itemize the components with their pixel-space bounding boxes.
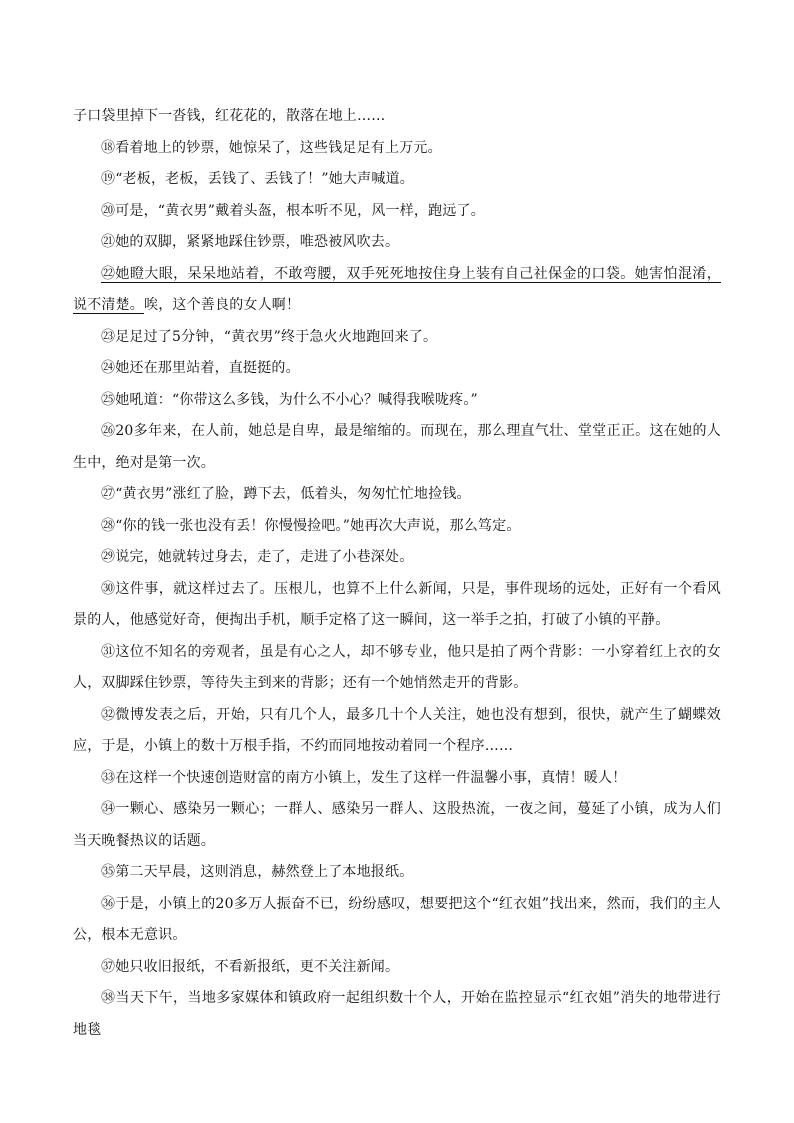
paragraph-continuation: 子口袋里掉下一沓钱，红花花的，散落在地上…… <box>73 108 386 124</box>
paragraph-37: ㊲她只收旧报纸，不看新报纸，更不关注新闻。 <box>101 958 400 975</box>
paragraph-22 <box>73 259 721 322</box>
paragraph-35: ㉟第二天早晨，这则消息，赫然登上了本地报纸。 <box>101 864 414 880</box>
paragraph-25: ㉕她吼道：“你带这么多钱，为什么不小心？喊得我喉咙疼。” <box>101 391 478 408</box>
paragraph-31: ㉛这位不知名的旁观者，虽是有心之人，却不够专业，他只是拍了两个背影：一小穿着红上衣的女人，双脚踩住钞票，等待失主到来的背影；还有一个她悄然走开的背影。 <box>73 643 721 691</box>
underlined-sentence: ㉒她瞪大眼，呆呆地站着，不敢弯腰，双手死死地按住身上装有自己社保金的口袋。她害怕混淆，说不清楚。 <box>73 265 721 313</box>
paragraph-21: ㉑她的双脚，紧紧地踩住钞票，唯恐被风吹去。 <box>101 234 400 250</box>
paragraph-28: ㉘“你的钱一张也没有丢！你慢慢捡吧。”她再次大声说，那么笃定。 <box>101 517 521 534</box>
paragraph-26: ㉖20多年来，在人前，她总是自卑，最是缩缩的。而现在，那么理直气壮、堂堂正正。这在她的人生中，绝对是第一次。 <box>73 423 721 471</box>
paragraph-29: ㉙说完，她就转过身去，走了，走进了小巷深处。 <box>101 549 414 565</box>
paragraph-20: ⑳可是，“黄衣男”戴着头盔，根本听不见，风一样，跑远了。 <box>101 202 485 219</box>
paragraph-18: ⑱看着地上的钞票，她惊呆了，这些钱足足有上万元。 <box>101 139 442 156</box>
paragraph-23: ㉓足足过了5分钟，“黄衣男”终于急火火地跑回来了。 <box>101 328 438 345</box>
paragraph-33: ㉝在这样一个快速创造财富的南方小镇上，发生了这样一件温馨小事，真情！暖人！ <box>101 769 627 786</box>
paragraph-36: ㊱于是，小镇上的20多万人振奋不已，纷纷感叹，想要把这个“红衣姐”找出来，然而，我们的主人公，根本无意识。 <box>73 895 721 943</box>
paragraph-22-rest: 唉，这个善良的女人啊！ <box>144 297 301 313</box>
paragraph-19: ⑲“老板，老板，丢钱了、丢钱了！”她大声喊道。 <box>101 171 414 187</box>
paragraph-34: ㉞一颗心、感染另一颗心；一群人、感染另一群人、这股热流，一夜之间，蔓延了小镇，成为人们当天晚餐热议的话题。 <box>73 801 721 849</box>
paragraph-24: ㉔她还在那里站着，直挺挺的。 <box>101 360 300 376</box>
paragraph-38: ㊳当天下午，当地多家媒体和镇政府一起组织数十个人，开始在监控显示“红衣姐”消失的地带进行地毯 <box>73 990 721 1038</box>
paragraph-30: ㉚这件事，就这样过去了。压根儿，也算不上什么新闻，只是，事件现场的远处，正好有一个看风景的人，他感觉好奇，便掏出手机，顺手定格了这一瞬间，这一举手之拍，打破了小镇的平静。 <box>73 580 721 628</box>
paragraph-32: ㉜微博发表之后，开始，只有几个人，最多几十个人关注，她也没有想到，很快，就产生了蝴蝶效应，于是，小镇上的数十万根手指，不约而同地按动着同一个程序…… <box>73 706 721 754</box>
story-text <box>73 101 721 1046</box>
paragraph-27: ㉗“黄衣男”涨红了脸，蹲下去，低着头，匆匆忙忙地捡钱。 <box>101 486 471 502</box>
